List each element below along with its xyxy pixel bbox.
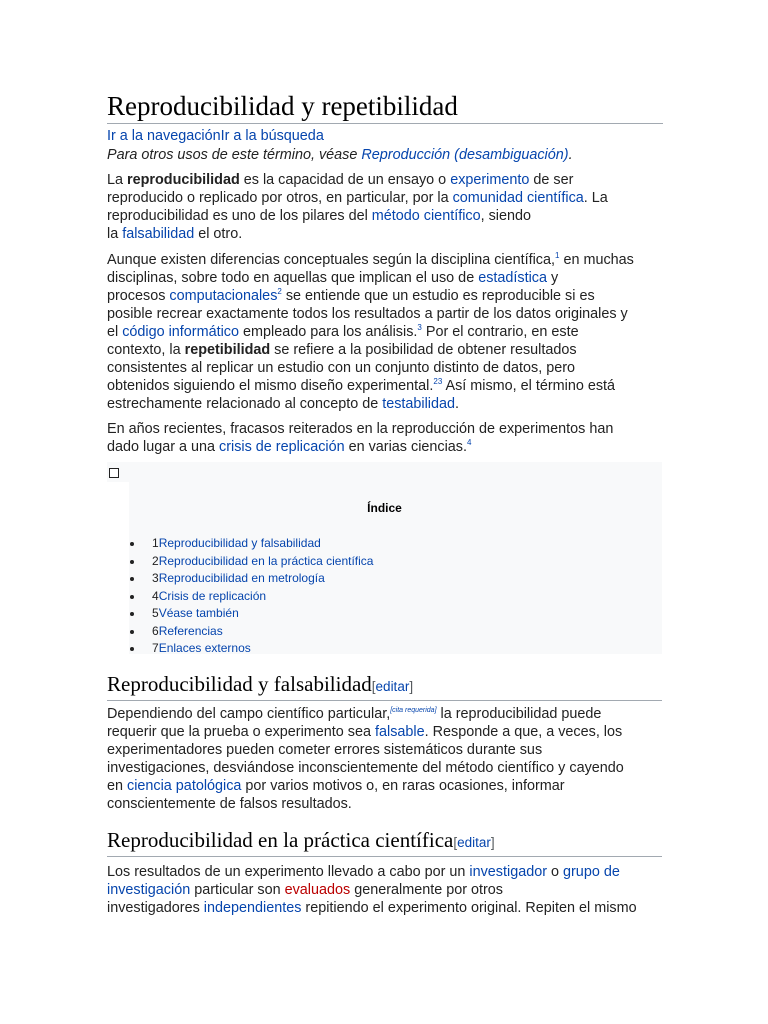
text: reproducido o replicado por otros, en particular, por la [107, 190, 453, 206]
text: Así mismo, el término está [442, 378, 616, 394]
text: la [107, 226, 123, 242]
hatnote-suffix: . [568, 147, 573, 163]
toc-item-number[interactable]: 1 [152, 536, 159, 550]
toc-item-7[interactable] [129, 640, 373, 658]
jump-links [107, 127, 324, 145]
toc-item-number[interactable]: 3 [152, 571, 159, 585]
section-heading-1 [107, 671, 662, 701]
link-independientes[interactable]: independientes [203, 900, 302, 916]
text: . [455, 396, 460, 412]
toc-item-3[interactable] [129, 570, 373, 588]
bracket: [ [453, 835, 458, 850]
citation-needed-label[interactable]: cita requerida [392, 707, 435, 715]
text: estrechamente relacionado al concepto de [107, 396, 383, 412]
text: contexto, la [107, 342, 185, 358]
link-computacionales[interactable]: computacionales [169, 288, 278, 304]
toc-item-4[interactable] [129, 588, 373, 606]
text: repitiendo el experimento original. Repiten el mismo [301, 900, 637, 916]
edit-label[interactable]: editar [457, 835, 491, 850]
intro-paragraph-2 [107, 251, 667, 413]
bracket: [ [390, 707, 393, 715]
text: reproducibilidad es uno de los pilares del [107, 208, 372, 224]
text: o [547, 864, 564, 880]
text-line: consistentes al replicar un estudio con un conjunto distinto de datos, pero [107, 360, 575, 376]
toc-item-2[interactable] [129, 553, 373, 571]
text: . Responde a que, a veces, los [424, 724, 623, 740]
text: se refiere a la posibilidad de obtener resultados [270, 342, 577, 358]
link-falsable[interactable]: falsable [375, 724, 425, 740]
text: . La [583, 190, 608, 206]
text: , siendo [480, 208, 531, 224]
toc-item-number[interactable]: 5 [152, 606, 159, 620]
reference-23[interactable]: 23 [433, 377, 443, 387]
toc-list [129, 535, 373, 658]
text: obtenidos siguiendo el mismo diseño experimental. [107, 378, 434, 394]
text: en muchas [559, 252, 634, 268]
link-estadistica[interactable]: estadística [478, 270, 547, 286]
text: disciplinas, sobre todo en aquellas que implican el uso de [107, 270, 479, 286]
text: en [107, 778, 128, 794]
reference-4[interactable]: 4 [467, 438, 472, 448]
text: Los resultados de un experimento llevado a cabo por un [107, 864, 470, 880]
toc-item-label[interactable]: Referencias [158, 623, 223, 638]
edit-label[interactable]: editar [375, 679, 410, 694]
text-line: investigaciones, desviándose inconscientemente del método científico y cayendo [107, 760, 624, 776]
disambiguation-link[interactable]: Reproducción (desambiguación) [361, 147, 569, 163]
reference-1[interactable]: 1 [555, 251, 560, 261]
text: se entiende que un estudio es reproducible si es [281, 288, 595, 304]
link-crisis-de-replicacion[interactable]: crisis de replicación [219, 439, 345, 455]
section-title: Reproducibilidad y falsabilidad [107, 672, 372, 696]
toc-item-label[interactable]: Reproducibilidad y falsabilidad [158, 536, 321, 550]
link-grupo-de-investigacion-cont[interactable]: investigación [107, 882, 191, 898]
section1-paragraph [107, 705, 667, 813]
intro-paragraph-3 [107, 420, 667, 456]
text: en varias ciencias. [344, 439, 467, 455]
link-investigador[interactable]: investigador [469, 864, 548, 880]
redlink-evaluados[interactable]: evaluados [284, 882, 351, 898]
toc-item-number[interactable]: 7 [152, 641, 159, 655]
text: procesos [107, 288, 170, 304]
text: requerir que la prueba o experimento sea [107, 724, 375, 740]
text: generalmente por otros [350, 882, 503, 898]
edit-section-link[interactable] [372, 679, 413, 694]
link-falsabilidad[interactable]: falsabilidad [122, 226, 195, 242]
text-line: posible recrear exactamente todos los resultados a partir de los datos originales y [107, 306, 628, 322]
text: de ser [529, 172, 574, 188]
toc-item-number[interactable]: 6 [152, 623, 159, 638]
text: investigadores [107, 900, 204, 916]
text: por varios motivos o, en raras ocasiones, informar [241, 778, 565, 794]
toc-item-label[interactable]: Enlaces externos [158, 641, 251, 655]
text: dado lugar a una [107, 439, 220, 455]
table-of-contents [107, 462, 662, 654]
text: Dependiendo del campo científico particular, [107, 706, 391, 722]
text: Por el contrario, en este [421, 324, 579, 340]
text: el [107, 324, 123, 340]
link-testabilidad[interactable]: testabilidad [382, 396, 456, 412]
toc-item-label[interactable]: Reproducibilidad en metrología [158, 571, 325, 585]
bracket: [ [371, 679, 376, 694]
toc-item-1[interactable] [129, 535, 373, 553]
link-metodo-cientifico[interactable]: método científico [371, 208, 481, 224]
bracket: ] [490, 835, 495, 850]
text: empleado para los análisis. [239, 324, 418, 340]
link-grupo-de-investigacion[interactable]: grupo de [563, 864, 620, 880]
reference-2[interactable]: 2 [277, 287, 282, 297]
toc-item-number[interactable]: 4 [152, 588, 159, 603]
text: particular son [190, 882, 285, 898]
link-ciencia-patologica[interactable]: ciencia patológica [127, 778, 242, 794]
edit-section-link[interactable] [453, 835, 494, 850]
toc-item-label[interactable]: Véase también [158, 606, 239, 620]
bracket: ] [409, 679, 414, 694]
bold-term-reproducibilidad: reproducibilidad [127, 172, 240, 188]
text: es la capacidad de un ensayo o [239, 172, 451, 188]
text: el otro. [194, 226, 243, 242]
jump-to-navigation-link[interactable]: Ir a la navegación [107, 128, 221, 144]
text: Aunque existen diferencias conceptuales según la disciplina científica, [107, 252, 555, 268]
text: y [547, 270, 559, 286]
intro-paragraph-1 [107, 171, 667, 243]
text-line: conscientemente de falsos resultados. [107, 796, 352, 812]
text: La [107, 172, 128, 188]
jump-to-search-link[interactable]: Ir a la búsqueda [220, 128, 324, 144]
section-heading-2 [107, 827, 662, 857]
text-line: En años recientes, fracasos reiterados en la reproducción de experimentos han [107, 421, 614, 437]
link-comunidad-cientifica[interactable]: comunidad científica [452, 190, 584, 206]
bold-term-repetibilidad: repetibilidad [184, 342, 271, 358]
citation-needed[interactable] [390, 707, 436, 714]
toc-title: Índice [367, 501, 402, 515]
toc-toggle-checkbox[interactable] [109, 468, 119, 478]
section-title: Reproducibilidad en la práctica científica [107, 828, 454, 852]
section2-paragraph [107, 863, 667, 917]
toc-item-label[interactable]: Reproducibilidad en la práctica científica [158, 553, 374, 568]
text-line: experimentadores pueden cometer errores sistemáticos durante sus [107, 742, 543, 758]
link-codigo-informatico[interactable]: código informático [122, 324, 239, 340]
page-title: Reproducibilidad y repetibilidad [107, 89, 663, 124]
toc-item-number[interactable]: 2 [152, 553, 159, 568]
hatnote [107, 146, 573, 164]
text: la reproducibilidad puede [436, 706, 602, 722]
toc-item-6[interactable] [129, 623, 373, 641]
toc-item-label[interactable]: Crisis de replicación [158, 588, 267, 603]
hatnote-prefix: Para otros usos de este término, véase [107, 147, 362, 163]
link-experimento[interactable]: experimento [450, 172, 530, 188]
reference-3[interactable]: 3 [417, 323, 422, 333]
bracket: ] [434, 707, 437, 715]
toc-item-5[interactable] [129, 605, 373, 623]
